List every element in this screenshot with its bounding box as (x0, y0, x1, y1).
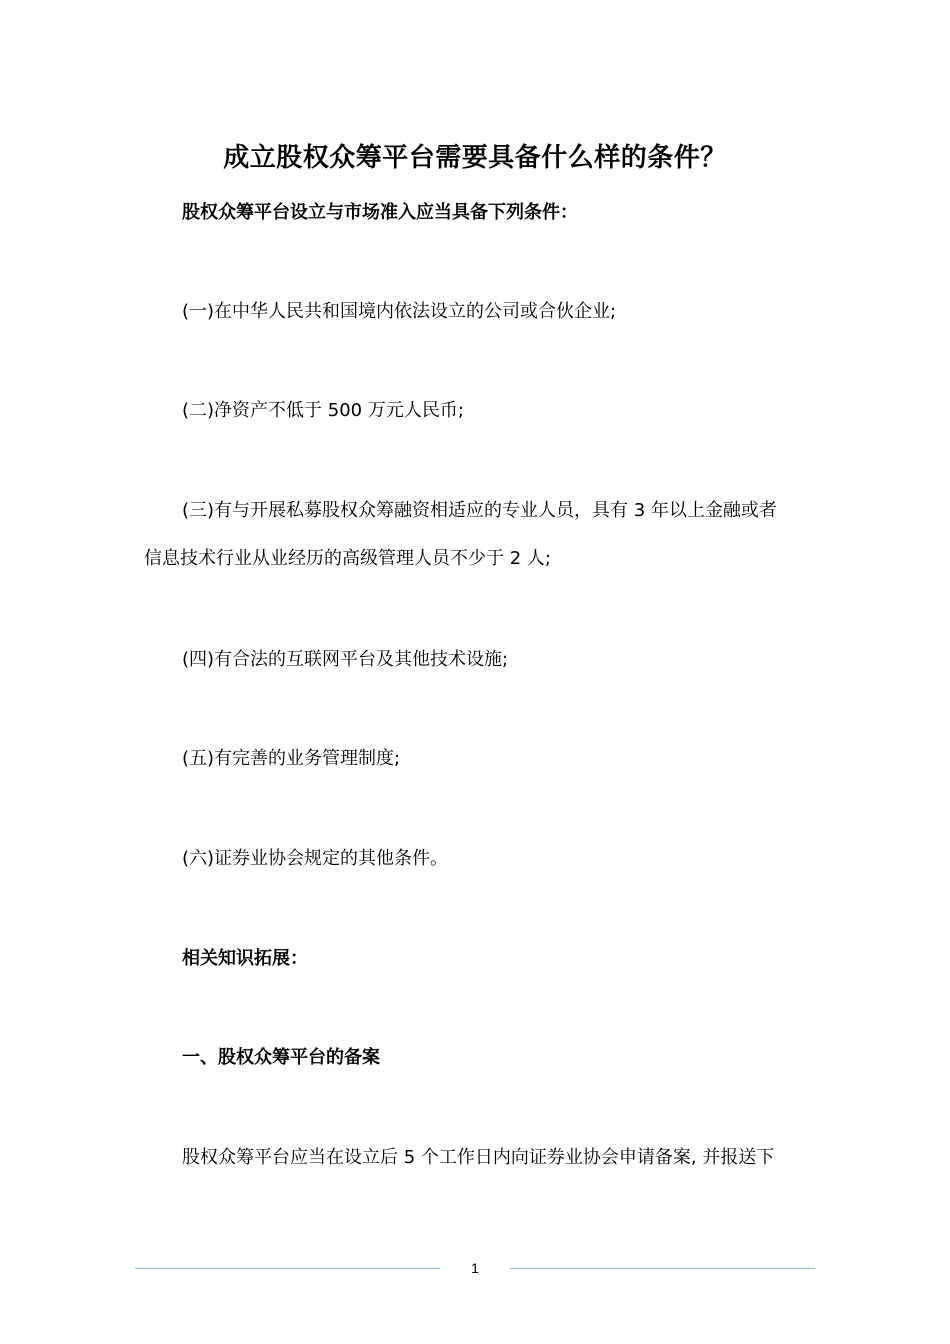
condition-3-line-1: (三)有与开展私募股权众筹融资相适应的专业人员，具有 3 年以上金融或者 (182, 500, 777, 521)
condition-3-line-2: 信息技术行业从业经历的高级管理人员不少于 2 人; (144, 548, 551, 569)
condition-6: (六)证券业协会规定的其他条件。 (182, 848, 449, 869)
condition-4: (四)有合法的互联网平台及其他技术设施; (182, 649, 509, 670)
footer-rule-left (135, 1268, 440, 1269)
related-knowledge-heading: 相关知识拓展： (182, 948, 308, 969)
condition-3 (144, 498, 824, 572)
document-title: 成立股权众筹平台需要具备什么样的条件？ (223, 143, 727, 173)
section-heading: 一、股权众筹平台的备案 (182, 1047, 380, 1068)
condition-1: (一)在中华人民共和国境内依法设立的公司或合伙企业; (182, 301, 617, 322)
footer-rule-right (510, 1268, 815, 1269)
section-paragraph: 股权众筹平台应当在设立后 5 个工作日内向证券业协会申请备案, 并报送下 (182, 1147, 775, 1168)
condition-2: (二)净资产不低于 500 万元人民币; (182, 400, 464, 421)
intro-heading: 股权众筹平台设立与市场准入应当具备下列条件： (182, 202, 578, 223)
condition-5: (五)有完善的业务管理制度; (182, 748, 401, 769)
page-number: 1 (471, 1260, 479, 1276)
